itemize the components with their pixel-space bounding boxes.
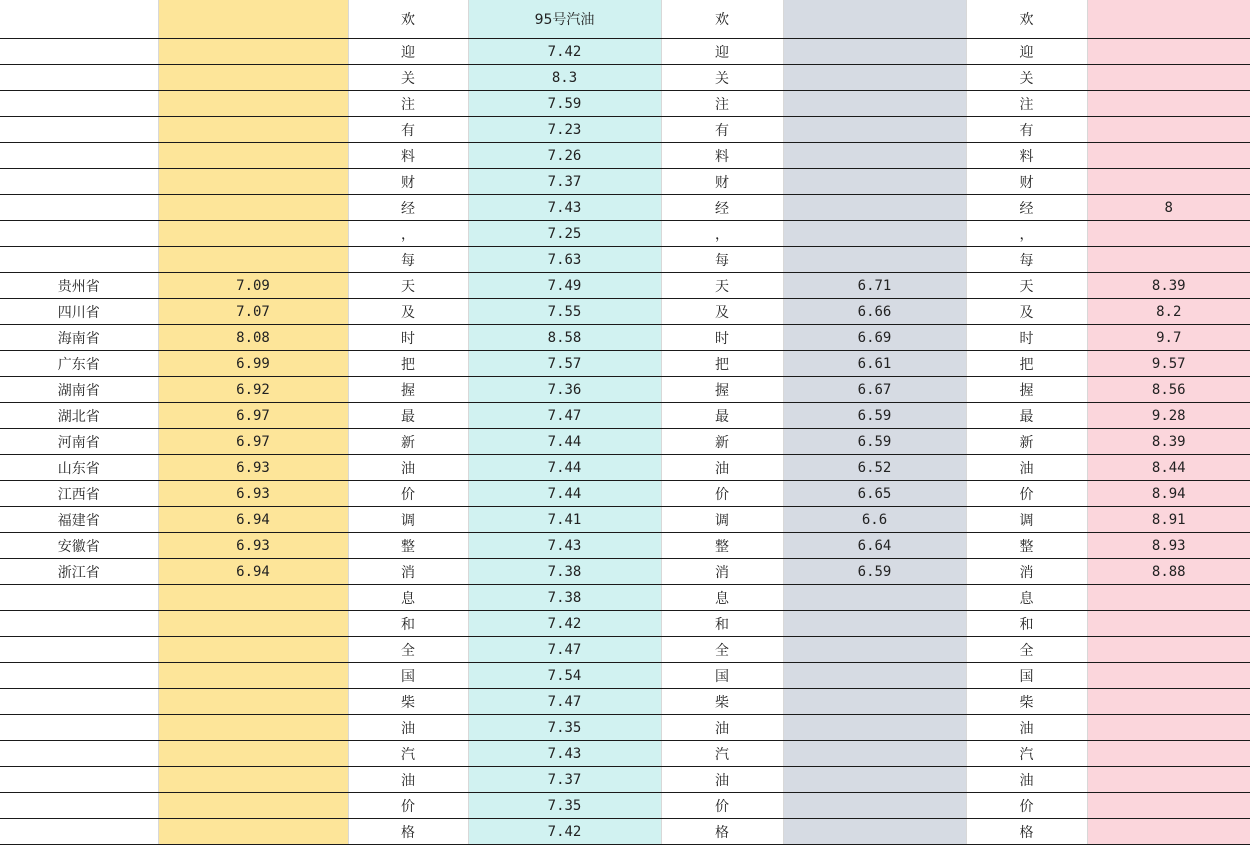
ad-char-cell: 整 xyxy=(966,533,1087,559)
gas95-price-cell: 7.37 xyxy=(468,169,661,195)
diesel-price-cell xyxy=(1087,637,1250,663)
gas98-price-cell xyxy=(783,585,966,611)
province-cell: 山东省 xyxy=(0,455,158,481)
gas95-price-cell: 7.47 xyxy=(468,637,661,663)
gas92-price-cell xyxy=(158,221,348,247)
ad-char-cell: 全 xyxy=(661,637,783,663)
gas95-price-cell: 7.42 xyxy=(468,39,661,65)
gas98-price-cell xyxy=(783,117,966,143)
ad-char-cell: 调 xyxy=(966,507,1087,533)
ad-char-cell: 财 xyxy=(348,169,468,195)
table-row xyxy=(0,429,1250,455)
ad-char-cell: 握 xyxy=(966,377,1087,403)
ad-char-cell: 价 xyxy=(966,481,1087,507)
header-diesel xyxy=(1087,0,1250,39)
table-row xyxy=(0,507,1250,533)
diesel-price-cell xyxy=(1087,117,1250,143)
table-row xyxy=(0,221,1250,247)
ad-char-cell: 格 xyxy=(661,819,783,845)
province-cell xyxy=(0,715,158,741)
table-row xyxy=(0,273,1250,299)
header-ad-char: 欢 xyxy=(348,0,468,39)
gas95-price-cell: 7.38 xyxy=(468,585,661,611)
gas98-price-cell xyxy=(783,91,966,117)
ad-char-cell: 油 xyxy=(348,715,468,741)
province-cell xyxy=(0,91,158,117)
diesel-price-cell xyxy=(1087,585,1250,611)
province-cell: 贵州省 xyxy=(0,273,158,299)
ad-char-cell: 国 xyxy=(348,663,468,689)
ad-char-cell: 经 xyxy=(348,195,468,221)
ad-char-cell: 消 xyxy=(348,559,468,585)
gas98-price-cell xyxy=(783,767,966,793)
gas92-price-cell: 7.09 xyxy=(158,273,348,299)
gas92-price-cell: 6.93 xyxy=(158,533,348,559)
ad-char-cell: 和 xyxy=(966,611,1087,637)
gas95-price-cell: 7.25 xyxy=(468,221,661,247)
ad-char-cell: 迎 xyxy=(966,39,1087,65)
diesel-price-cell xyxy=(1087,143,1250,169)
province-cell xyxy=(0,247,158,273)
ad-char-cell: 财 xyxy=(966,169,1087,195)
diesel-price-cell: 8.94 xyxy=(1087,481,1250,507)
province-cell xyxy=(0,585,158,611)
table-row xyxy=(0,689,1250,715)
ad-char-cell: 财 xyxy=(661,169,783,195)
gas95-price-cell: 7.36 xyxy=(468,377,661,403)
diesel-price-cell xyxy=(1087,39,1250,65)
gas95-price-cell: 7.23 xyxy=(468,117,661,143)
ad-char-cell: 油 xyxy=(966,767,1087,793)
gas95-price-cell: 7.42 xyxy=(468,611,661,637)
gas95-price-cell: 7.47 xyxy=(468,689,661,715)
province-cell: 海南省 xyxy=(0,325,158,351)
ad-char-cell: 油 xyxy=(966,455,1087,481)
ad-char-cell: 关 xyxy=(661,65,783,91)
table-row xyxy=(0,325,1250,351)
province-cell xyxy=(0,663,158,689)
gas95-price-cell: 7.63 xyxy=(468,247,661,273)
gas92-price-cell xyxy=(158,247,348,273)
diesel-price-cell xyxy=(1087,741,1250,767)
gas98-price-cell: 6.64 xyxy=(783,533,966,559)
diesel-price-cell xyxy=(1087,689,1250,715)
ad-char-cell: 国 xyxy=(661,663,783,689)
gas98-price-cell xyxy=(783,195,966,221)
ad-char-cell: 汽 xyxy=(348,741,468,767)
diesel-price-cell xyxy=(1087,247,1250,273)
ad-char-cell: 全 xyxy=(348,637,468,663)
table-row xyxy=(0,39,1250,65)
ad-char-cell: 料 xyxy=(966,143,1087,169)
ad-char-cell: 天 xyxy=(966,273,1087,299)
ad-char-cell: 最 xyxy=(661,403,783,429)
gas92-price-cell xyxy=(158,715,348,741)
ad-char-cell: 格 xyxy=(348,819,468,845)
province-cell: 湖北省 xyxy=(0,403,158,429)
ad-char-cell: 调 xyxy=(348,507,468,533)
header-ad-char: 欢 xyxy=(966,0,1087,39)
ad-char-cell: 料 xyxy=(348,143,468,169)
ad-char-cell: 汽 xyxy=(661,741,783,767)
ad-char-cell: 把 xyxy=(966,351,1087,377)
province-cell xyxy=(0,169,158,195)
diesel-price-cell: 8.91 xyxy=(1087,507,1250,533)
ad-char-cell: 息 xyxy=(966,585,1087,611)
table-row xyxy=(0,663,1250,689)
table-row xyxy=(0,637,1250,663)
gas92-price-cell xyxy=(158,663,348,689)
table-row xyxy=(0,793,1250,819)
province-cell xyxy=(0,793,158,819)
gas92-price-cell xyxy=(158,637,348,663)
diesel-price-cell: 9.28 xyxy=(1087,403,1250,429)
gas98-price-cell: 6.6 xyxy=(783,507,966,533)
gas92-price-cell xyxy=(158,689,348,715)
gas98-price-cell: 6.66 xyxy=(783,299,966,325)
ad-char-cell: 油 xyxy=(348,767,468,793)
province-cell: 福建省 xyxy=(0,507,158,533)
ad-char-cell: 消 xyxy=(661,559,783,585)
gas95-price-cell: 7.43 xyxy=(468,741,661,767)
ad-char-cell: 价 xyxy=(661,793,783,819)
ad-char-cell: 有 xyxy=(661,117,783,143)
gas92-price-cell: 6.92 xyxy=(158,377,348,403)
diesel-price-cell xyxy=(1087,169,1250,195)
gas98-price-cell: 6.65 xyxy=(783,481,966,507)
header-province xyxy=(0,0,158,39)
diesel-price-cell: 8.44 xyxy=(1087,455,1250,481)
province-cell xyxy=(0,637,158,663)
ad-char-cell: 和 xyxy=(348,611,468,637)
table-row xyxy=(0,481,1250,507)
ad-char-cell: 经 xyxy=(966,195,1087,221)
gas95-price-cell: 7.38 xyxy=(468,559,661,585)
gas95-price-cell: 7.37 xyxy=(468,767,661,793)
diesel-price-cell xyxy=(1087,91,1250,117)
province-cell xyxy=(0,221,158,247)
province-cell: 安徽省 xyxy=(0,533,158,559)
ad-char-cell: 柴 xyxy=(661,689,783,715)
ad-char-cell: 关 xyxy=(348,65,468,91)
gas95-price-cell: 7.47 xyxy=(468,403,661,429)
gas95-price-cell: 7.55 xyxy=(468,299,661,325)
gas98-price-cell: 6.59 xyxy=(783,429,966,455)
ad-char-cell: 时 xyxy=(348,325,468,351)
gas92-price-cell: 6.97 xyxy=(158,429,348,455)
table-row xyxy=(0,611,1250,637)
gas92-price-cell xyxy=(158,65,348,91)
diesel-price-cell xyxy=(1087,793,1250,819)
diesel-price-cell xyxy=(1087,611,1250,637)
gas98-price-cell xyxy=(783,143,966,169)
ad-char-cell: 迎 xyxy=(661,39,783,65)
gas98-price-cell xyxy=(783,247,966,273)
ad-char-cell: 注 xyxy=(348,91,468,117)
ad-char-cell: 天 xyxy=(348,273,468,299)
gas92-price-cell xyxy=(158,819,348,845)
gas98-price-cell: 6.67 xyxy=(783,377,966,403)
province-cell: 湖南省 xyxy=(0,377,158,403)
gas98-price-cell xyxy=(783,715,966,741)
ad-char-cell: 最 xyxy=(966,403,1087,429)
gas92-price-cell: 6.93 xyxy=(158,481,348,507)
ad-char-cell: 及 xyxy=(966,299,1087,325)
table-row xyxy=(0,195,1250,221)
gas92-price-cell: 6.99 xyxy=(158,351,348,377)
province-cell xyxy=(0,767,158,793)
gas98-price-cell xyxy=(783,611,966,637)
ad-char-cell: 新 xyxy=(966,429,1087,455)
ad-char-cell: 关 xyxy=(966,65,1087,91)
province-cell: 四川省 xyxy=(0,299,158,325)
gas98-price-cell xyxy=(783,637,966,663)
province-cell xyxy=(0,117,158,143)
ad-char-cell: 把 xyxy=(661,351,783,377)
ad-char-cell: 油 xyxy=(348,455,468,481)
ad-char-cell: 料 xyxy=(661,143,783,169)
gas95-price-cell: 7.49 xyxy=(468,273,661,299)
gas92-price-cell xyxy=(158,767,348,793)
ad-char-cell: 握 xyxy=(348,377,468,403)
diesel-price-cell: 9.57 xyxy=(1087,351,1250,377)
diesel-price-cell: 9.7 xyxy=(1087,325,1250,351)
gas95-price-cell: 7.42 xyxy=(468,819,661,845)
gas98-price-cell xyxy=(783,221,966,247)
province-cell: 浙江省 xyxy=(0,559,158,585)
table-row xyxy=(0,403,1250,429)
gas92-price-cell: 6.97 xyxy=(158,403,348,429)
gas92-price-cell xyxy=(158,39,348,65)
ad-char-cell: 价 xyxy=(348,481,468,507)
gas98-price-cell xyxy=(783,741,966,767)
ad-char-cell: 把 xyxy=(348,351,468,377)
ad-char-cell: 握 xyxy=(661,377,783,403)
table-row xyxy=(0,741,1250,767)
diesel-price-cell: 8.56 xyxy=(1087,377,1250,403)
ad-char-cell: 油 xyxy=(661,767,783,793)
gas95-price-cell: 7.59 xyxy=(468,91,661,117)
gas98-price-cell xyxy=(783,663,966,689)
diesel-price-cell: 8.2 xyxy=(1087,299,1250,325)
diesel-price-cell: 8.93 xyxy=(1087,533,1250,559)
ad-char-cell: 每 xyxy=(348,247,468,273)
gas95-price-cell: 7.44 xyxy=(468,455,661,481)
ad-char-cell: 息 xyxy=(348,585,468,611)
gas92-price-cell xyxy=(158,793,348,819)
gas92-price-cell xyxy=(158,741,348,767)
province-cell: 广东省 xyxy=(0,351,158,377)
province-cell: 江西省 xyxy=(0,481,158,507)
ad-char-cell: ， xyxy=(348,221,468,247)
ad-char-cell: 价 xyxy=(661,481,783,507)
ad-char-cell: 时 xyxy=(966,325,1087,351)
ad-char-cell: 新 xyxy=(348,429,468,455)
gas95-price-cell: 7.44 xyxy=(468,481,661,507)
ad-char-cell: ， xyxy=(966,221,1087,247)
gas98-price-cell xyxy=(783,65,966,91)
ad-char-cell: 注 xyxy=(661,91,783,117)
ad-char-cell: 油 xyxy=(661,455,783,481)
gas92-price-cell: 8.08 xyxy=(158,325,348,351)
gas98-price-cell: 6.69 xyxy=(783,325,966,351)
gas95-price-cell: 8.58 xyxy=(468,325,661,351)
diesel-price-cell: 8.39 xyxy=(1087,273,1250,299)
gas95-price-cell: 7.44 xyxy=(468,429,661,455)
ad-char-cell: 每 xyxy=(661,247,783,273)
diesel-price-cell: 8.88 xyxy=(1087,559,1250,585)
province-cell xyxy=(0,65,158,91)
diesel-price-cell: 8 xyxy=(1087,195,1250,221)
gas98-price-cell xyxy=(783,819,966,845)
table-row xyxy=(0,767,1250,793)
gas95-price-cell: 8.3 xyxy=(468,65,661,91)
gas98-price-cell xyxy=(783,689,966,715)
gas98-price-cell: 6.61 xyxy=(783,351,966,377)
table-row xyxy=(0,169,1250,195)
gas98-price-cell: 6.71 xyxy=(783,273,966,299)
ad-char-cell: 息 xyxy=(661,585,783,611)
ad-char-cell: 汽 xyxy=(966,741,1087,767)
province-cell xyxy=(0,39,158,65)
province-cell xyxy=(0,689,158,715)
province-cell: 河南省 xyxy=(0,429,158,455)
table-row xyxy=(0,351,1250,377)
ad-char-cell: 经 xyxy=(661,195,783,221)
ad-char-cell: 价 xyxy=(966,793,1087,819)
gas98-price-cell xyxy=(783,169,966,195)
table-row xyxy=(0,585,1250,611)
gas92-price-cell xyxy=(158,91,348,117)
ad-char-cell: 最 xyxy=(348,403,468,429)
header-ad-char: 欢 xyxy=(661,0,783,39)
gas92-price-cell xyxy=(158,195,348,221)
diesel-price-cell xyxy=(1087,767,1250,793)
table-row xyxy=(0,455,1250,481)
ad-char-cell: 柴 xyxy=(966,689,1087,715)
ad-char-cell: 每 xyxy=(966,247,1087,273)
gas98-price-cell: 6.59 xyxy=(783,559,966,585)
ad-char-cell: 价 xyxy=(348,793,468,819)
header-gas95: 95号汽油 xyxy=(468,0,661,39)
table-row xyxy=(0,247,1250,273)
gas95-price-cell: 7.57 xyxy=(468,351,661,377)
province-cell xyxy=(0,741,158,767)
table-row xyxy=(0,299,1250,325)
gas92-price-cell xyxy=(158,169,348,195)
ad-char-cell: 调 xyxy=(661,507,783,533)
diesel-price-cell xyxy=(1087,715,1250,741)
table-row xyxy=(0,143,1250,169)
diesel-price-cell xyxy=(1087,65,1250,91)
table-row xyxy=(0,377,1250,403)
table-row xyxy=(0,117,1250,143)
ad-char-cell: 油 xyxy=(966,715,1087,741)
diesel-price-cell xyxy=(1087,663,1250,689)
gas92-price-cell: 7.07 xyxy=(158,299,348,325)
ad-char-cell: 消 xyxy=(966,559,1087,585)
gas98-price-cell xyxy=(783,39,966,65)
gas92-price-cell xyxy=(158,143,348,169)
gas92-price-cell: 6.94 xyxy=(158,559,348,585)
province-cell xyxy=(0,143,158,169)
gas95-price-cell: 7.43 xyxy=(468,533,661,559)
ad-char-cell: 迎 xyxy=(348,39,468,65)
ad-char-cell: 天 xyxy=(661,273,783,299)
ad-char-cell: 及 xyxy=(661,299,783,325)
gas92-price-cell: 6.93 xyxy=(158,455,348,481)
ad-char-cell: 时 xyxy=(661,325,783,351)
gas95-price-cell: 7.43 xyxy=(468,195,661,221)
diesel-price-cell xyxy=(1087,221,1250,247)
header-row xyxy=(0,0,1250,39)
ad-char-cell: 柴 xyxy=(348,689,468,715)
province-cell xyxy=(0,611,158,637)
province-cell xyxy=(0,195,158,221)
table-row xyxy=(0,533,1250,559)
ad-char-cell: 和 xyxy=(661,611,783,637)
gas95-price-cell: 7.41 xyxy=(468,507,661,533)
ad-char-cell: 整 xyxy=(661,533,783,559)
ad-char-cell: 格 xyxy=(966,819,1087,845)
gas95-price-cell: 7.54 xyxy=(468,663,661,689)
ad-char-cell: 全 xyxy=(966,637,1087,663)
gas95-price-cell: 7.35 xyxy=(468,793,661,819)
table-row xyxy=(0,91,1250,117)
gas92-price-cell xyxy=(158,585,348,611)
ad-char-cell: 油 xyxy=(661,715,783,741)
ad-char-cell: 有 xyxy=(966,117,1087,143)
diesel-price-cell xyxy=(1087,819,1250,845)
ad-char-cell: 有 xyxy=(348,117,468,143)
gas92-price-cell: 6.94 xyxy=(158,507,348,533)
ad-char-cell: 及 xyxy=(348,299,468,325)
gas98-price-cell xyxy=(783,793,966,819)
gas95-price-cell: 7.35 xyxy=(468,715,661,741)
table-row xyxy=(0,819,1250,845)
gas98-price-cell: 6.59 xyxy=(783,403,966,429)
gas92-price-cell xyxy=(158,611,348,637)
province-cell xyxy=(0,819,158,845)
gas98-price-cell: 6.52 xyxy=(783,455,966,481)
ad-char-cell: ， xyxy=(661,221,783,247)
ad-char-cell: 国 xyxy=(966,663,1087,689)
gas95-price-cell: 7.26 xyxy=(468,143,661,169)
table-row xyxy=(0,65,1250,91)
table-row xyxy=(0,559,1250,585)
table-row xyxy=(0,715,1250,741)
ad-char-cell: 整 xyxy=(348,533,468,559)
diesel-price-cell: 8.39 xyxy=(1087,429,1250,455)
header-gas92 xyxy=(158,0,348,39)
ad-char-cell: 注 xyxy=(966,91,1087,117)
gas92-price-cell xyxy=(158,117,348,143)
header-gas98 xyxy=(783,0,966,39)
ad-char-cell: 新 xyxy=(661,429,783,455)
